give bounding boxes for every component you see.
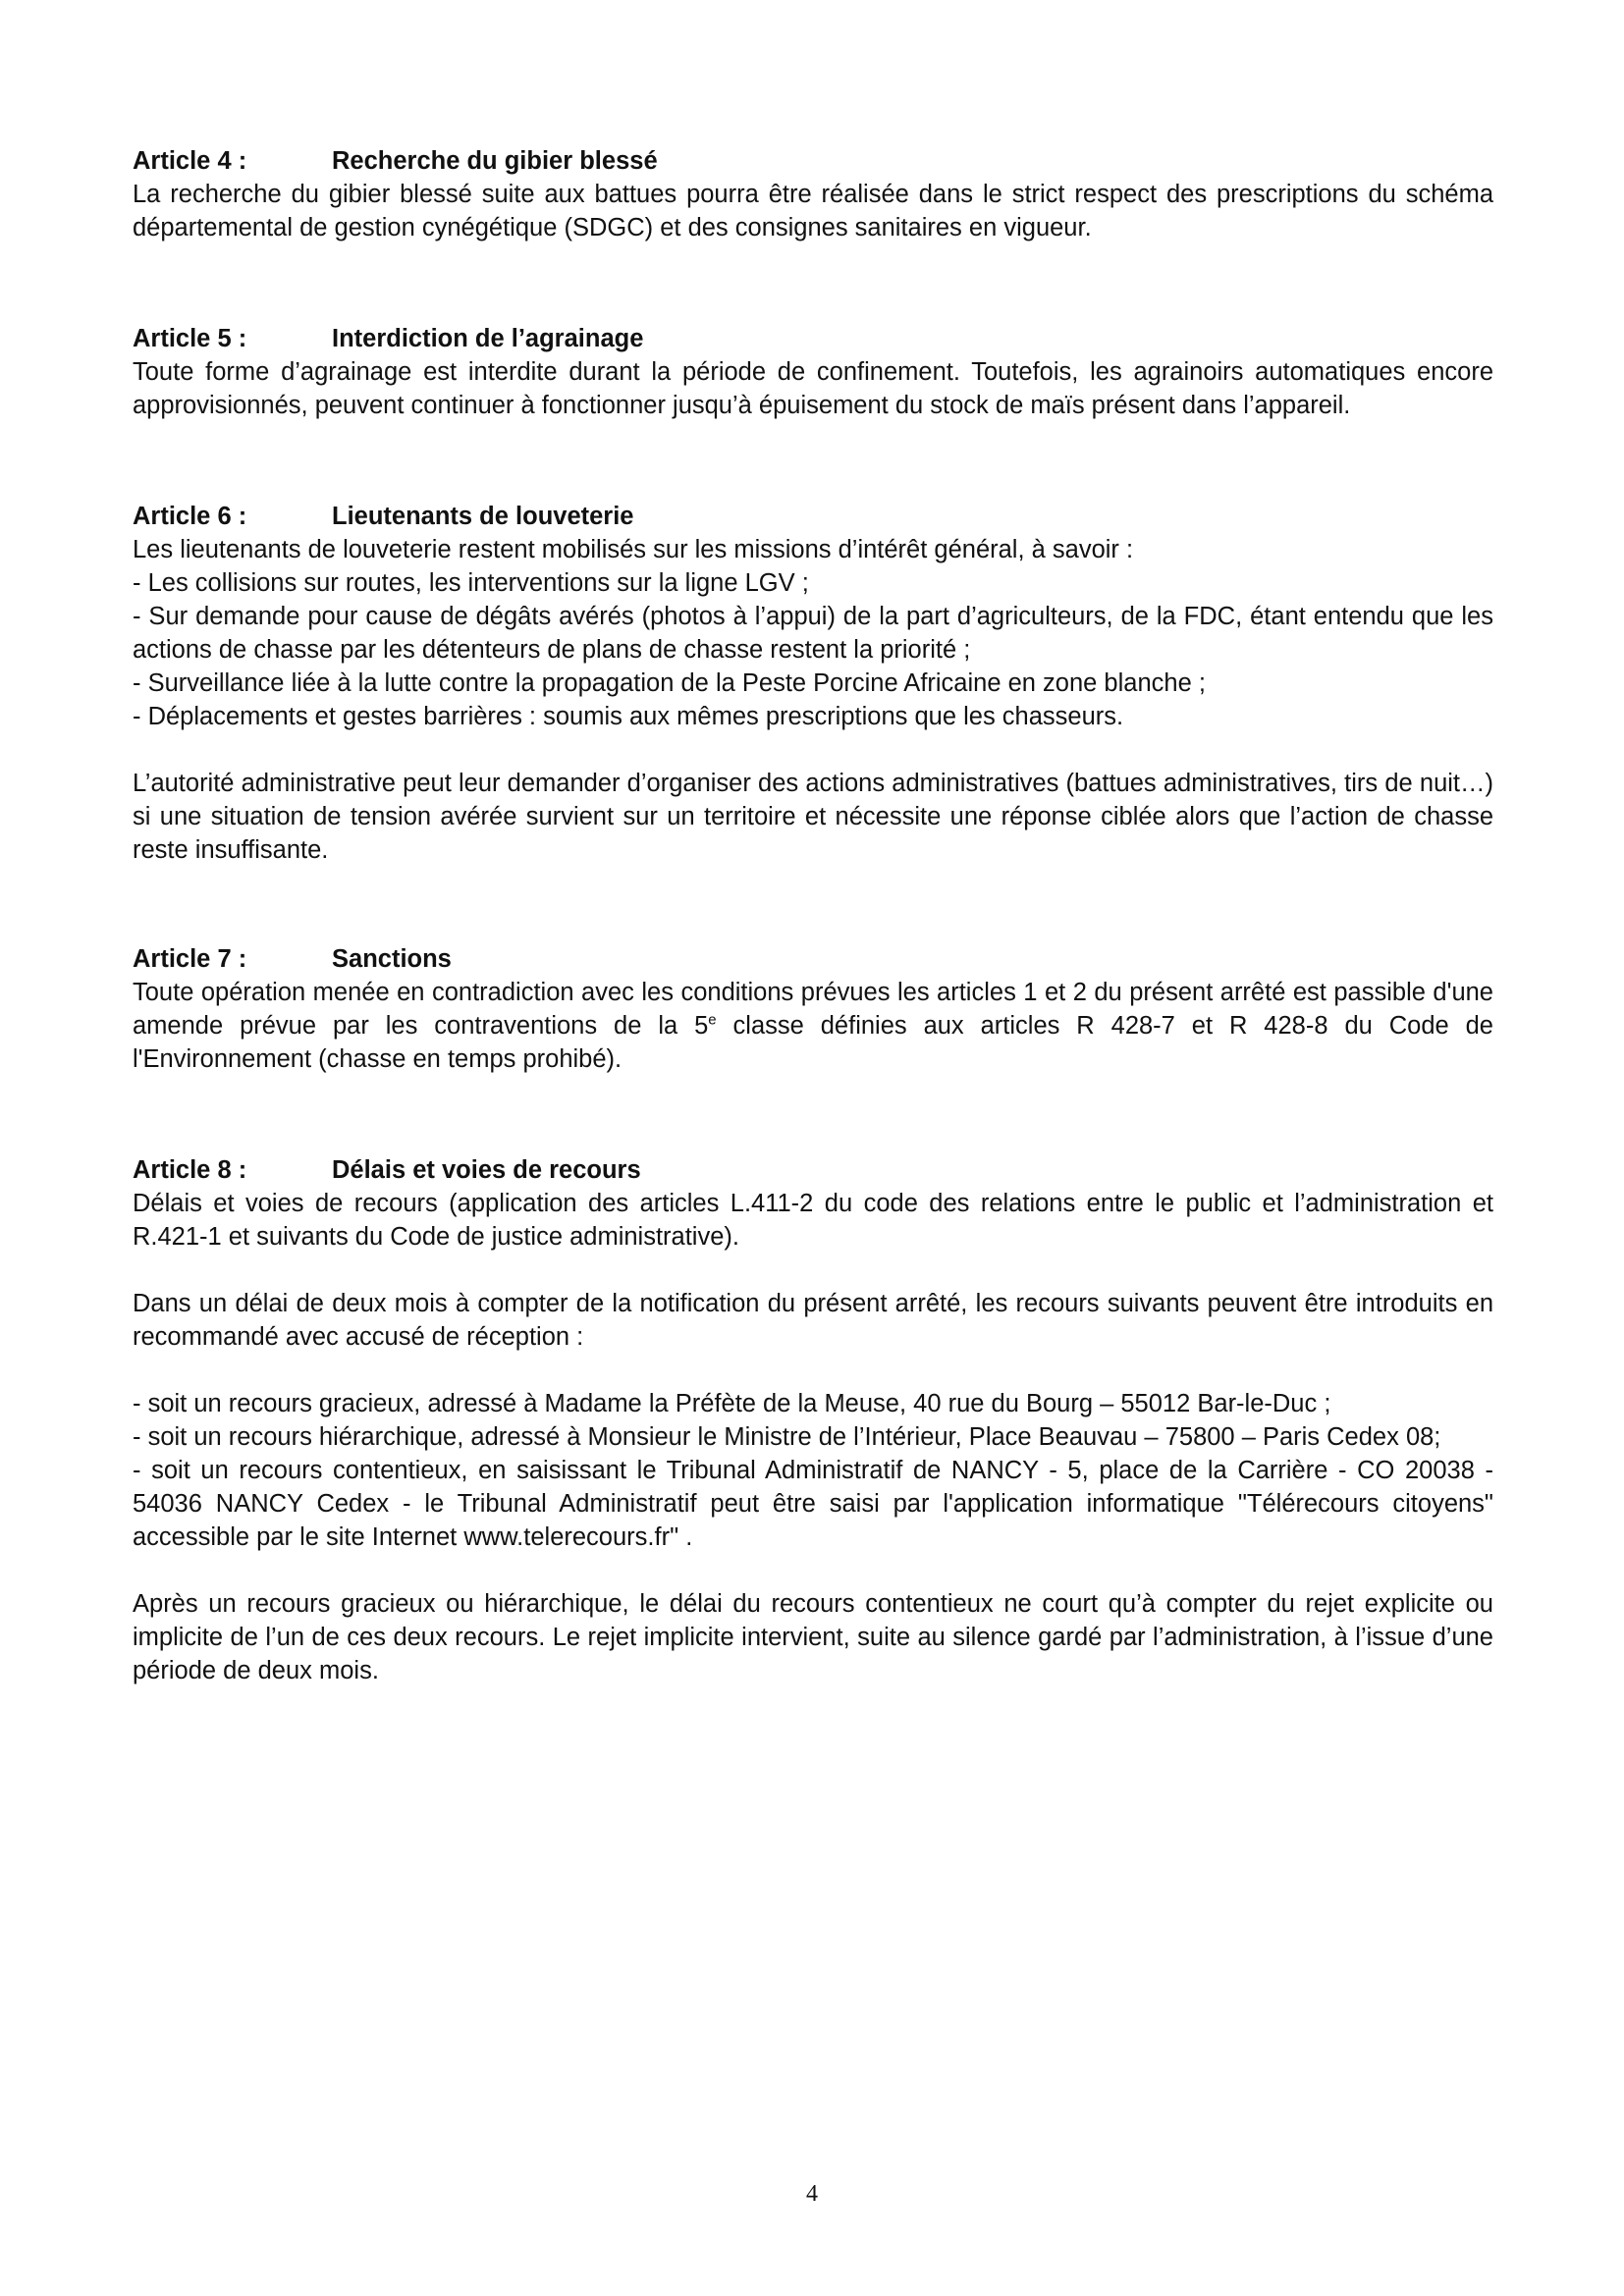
spacer: [133, 1354, 1493, 1387]
list-item: - Surveillance liée à la lutte contre la propagation de la Peste Porcine Africaine en zone blanche ;: [133, 669, 1206, 697]
article-title: Délais et voies de recours: [332, 1156, 641, 1184]
article-body: [133, 976, 1493, 1076]
article-4: [133, 145, 1493, 244]
article-outro: L’autorité administrative peut leur demander d’organiser des actions administratives (battues administratives, tirs de nuit…) si une situation de tension avérée survient sur un territoire et nécessite une réponse ciblée alors que l’action de chasse reste insuffisante.: [133, 770, 1493, 864]
recours-list: [133, 1387, 1493, 1554]
article-number: Article 5 :: [133, 325, 247, 352]
article-6: [133, 501, 1493, 867]
article-paragraph: Après un recours gracieux ou hiérarchique, le délai du recours contentieux ne court qu’à compter du rejet explicite ou implicite de l’un de ces deux recours. Le rejet implicite intervient, suite au silence gardé par l’administration, à l’issue d’une période de deux mois.: [133, 1590, 1493, 1684]
spacer: [133, 733, 1493, 767]
article-body: La recherche du gibier blessé suite aux battues pourra être réalisée dans le strict respect des prescriptions du schéma départemental de gestion cynégétique (SDGC) et des consignes sanitaires en vigueur.: [133, 181, 1493, 241]
body-text: Toute opération menée en contradiction avec les conditions prévues les articles 1 et 2 du présent arrêté est passible d'une amende prévue par les contraventions de la 5: [133, 979, 1493, 1040]
missions-list: [133, 566, 1493, 733]
ordinal-superscript: e: [708, 1011, 717, 1029]
article-title: Sanctions: [332, 945, 452, 973]
page-number: 4: [806, 2181, 818, 2207]
list-item: - Les collisions sur routes, les interventions sur la ligne LGV ;: [133, 569, 809, 597]
article-8: [133, 1154, 1493, 1687]
article-title: Interdiction de l’agrainage: [332, 325, 644, 352]
spacer: [133, 1554, 1493, 1587]
article-title: Lieutenants de louveterie: [332, 503, 634, 530]
list-item: - Déplacements et gestes barrières : soumis aux mêmes prescriptions que les chasseurs.: [133, 703, 1124, 730]
article-number: Article 4 :: [133, 147, 247, 175]
list-item: - soit un recours hiérarchique, adressé à Monsieur le Ministre de l’Intérieur, Place Beauvau – 75800 – Paris Cedex 08;: [133, 1423, 1441, 1451]
article-body: Toute forme d’agrainage est interdite durant la période de confinement. Toutefois, les agrainoirs automatiques encore approvisionnés, peuvent continuer à fonctionner jusqu’à épuisement du stock de maïs présent dans l’appareil.: [133, 358, 1493, 419]
list-item: - Sur demande pour cause de dégâts avérés (photos à l’appui) de la part d’agriculteurs, de la FDC, étant entendu que les actions de chasse par les détenteurs de plans de chasse restent la priorité ;: [133, 603, 1493, 664]
article-heading: [133, 145, 1493, 178]
article-paragraph: Délais et voies de recours (application des articles L.411-2 du code des relations entre le public et l’administration et R.421-1 et suivants du Code de justice administrative).: [133, 1190, 1493, 1251]
article-intro: Les lieutenants de louveterie restent mobilisés sur les missions d’intérêt général, à savoir :: [133, 536, 1134, 563]
article-7: [133, 943, 1493, 1076]
article-paragraph: Dans un délai de deux mois à compter de la notification du présent arrêté, les recours suivants peuvent être introduits en recommandé avec accusé de réception :: [133, 1290, 1493, 1351]
article-heading: [133, 943, 1493, 976]
article-heading: [133, 1154, 1493, 1187]
list-item: - soit un recours gracieux, adressé à Madame la Préfète de la Meuse, 40 rue du Bourg – 55012 Bar-le-Duc ;: [133, 1390, 1331, 1417]
article-number: Article 6 :: [133, 503, 247, 530]
article-heading: [133, 323, 1493, 355]
spacer: [133, 1254, 1493, 1287]
body-text: classe définies aux articles R 428-7 et R 428-8 du Code de l'Environnement (chasse en temps prohibé).: [133, 1012, 1493, 1073]
list-item: - soit un recours contentieux, en saisissant le Tribunal Administratif de NANCY - 5, place de la Carrière - CO 20038 - 54036 NANCY Cedex - le Tribunal Administratif peut être saisi par l'application informatique "Télérecours citoyens" accessible par le site Internet www.telerecours.fr" .: [133, 1457, 1493, 1551]
article-heading: [133, 501, 1493, 533]
article-number: Article 7 :: [133, 945, 247, 973]
article-title: Recherche du gibier blessé: [332, 147, 658, 175]
article-number: Article 8 :: [133, 1156, 247, 1184]
article-5: [133, 323, 1493, 422]
